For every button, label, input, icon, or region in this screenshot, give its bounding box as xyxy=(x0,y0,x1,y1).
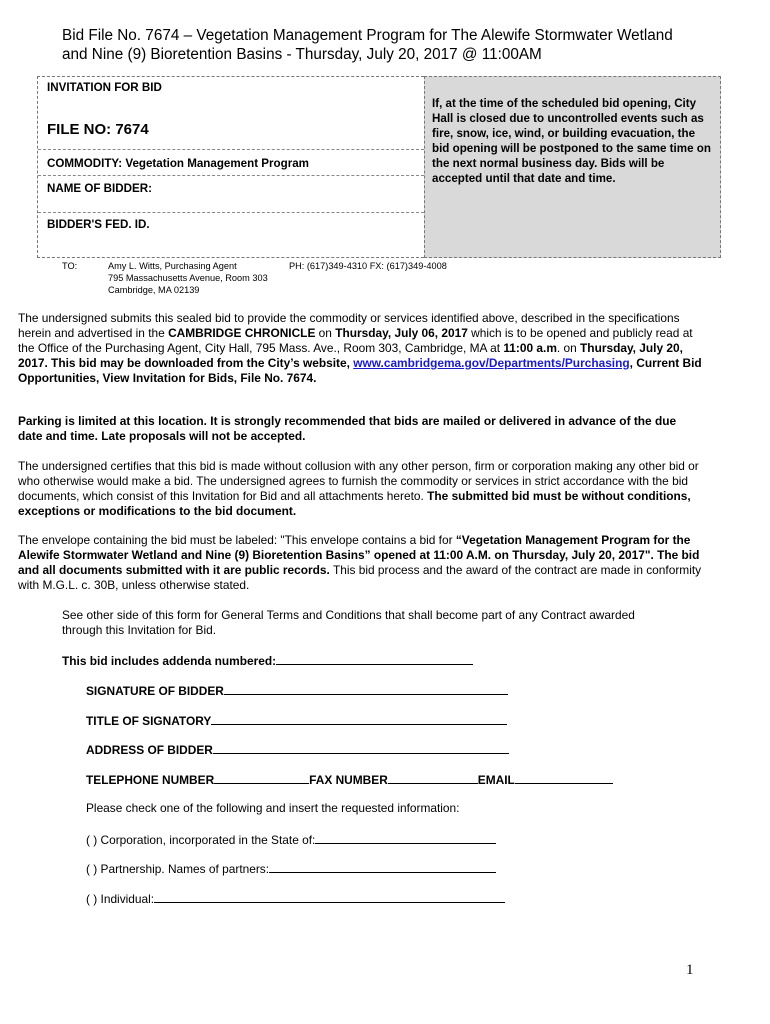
para1-newspaper: CAMBRIDGE CHRONICLE xyxy=(168,326,316,340)
telephone-label: TELEPHONE NUMBER xyxy=(86,773,215,787)
corporation-label[interactable]: ( ) Corporation, incorporated in the State of: xyxy=(86,833,316,847)
paragraph-parking xyxy=(18,414,703,444)
fax-label: FAX NUMBER xyxy=(309,773,388,787)
para3-text: The undersigned certifies that this bid is made without collusion with any other person, firm or corporation making any other bid or who otherwise would make a bid. The undersigned agrees to furnish the commodity or services in strict accordance with the bid documents, which consist of this Invitation for Bid and all attachments hereto. xyxy=(18,459,699,503)
signature-field[interactable] xyxy=(86,683,508,698)
signature-input-line[interactable] xyxy=(224,683,508,695)
phone-fax: PH: (617)349-4310 FX: (617)349-4008 xyxy=(289,261,447,271)
to-label: TO: xyxy=(62,261,78,271)
paragraph-terms xyxy=(62,608,662,638)
address-field[interactable] xyxy=(86,742,509,757)
para1-advert-date: Thursday, July 06, 2017 xyxy=(335,326,468,340)
signature-label: SIGNATURE OF BIDDER xyxy=(86,684,224,698)
partnership-input-line[interactable] xyxy=(269,861,496,873)
paragraph-submission xyxy=(18,311,703,386)
address-street: 795 Massachusetts Avenue, Room 303 xyxy=(108,273,268,283)
addenda-field[interactable] xyxy=(62,653,473,668)
title-line-2: and Nine (9) Bioretention Basins - Thursday, July 20, 2017 @ 11:00AM xyxy=(62,46,542,63)
invitation-box xyxy=(37,76,424,258)
para1-text-3: which is to be opened and publicly read at the Office of the Purchasing Agent, City Hall, 795 Mass. Ave., Room 303, Cambridge, MA at xyxy=(18,326,693,355)
address-block xyxy=(108,260,288,296)
parking-notice: Parking is limited at this location. It is strongly recommended that bids are mailed or delivered in advance of the due date and time. Late proposals will not be accepted. xyxy=(18,414,677,443)
commodity-label: COMMODITY: Vegetation Management Program xyxy=(38,149,424,170)
corporation-input-line[interactable] xyxy=(315,832,496,844)
para1-open-date: Thursday, July 20, 2017. This bid may be downloaded from the City’s website, xyxy=(18,341,683,370)
email-input-line[interactable] xyxy=(515,772,613,784)
para4-text-2: This bid process and the award of the contract are made in conformity with M.G.L. c. 30B, unless otherwise stated. xyxy=(18,563,702,592)
closure-notice: If, at the time of the scheduled bid opening, City Hall is closed due to uncontrolled events such as fire, snow, ice, wind, or building evacuation, the bid opening will be postponed to the same time on the next normal business day. Bids will be accepted until that date and time. xyxy=(432,97,711,186)
notice-box xyxy=(424,76,721,258)
bidder-fed-id-field[interactable]: BIDDER'S FED. ID. xyxy=(38,212,424,231)
para1-time: 11:00 a.m xyxy=(503,341,557,355)
paragraph-envelope xyxy=(18,533,703,593)
title-label: TITLE OF SIGNATORY xyxy=(86,714,212,728)
para1-text-2: on xyxy=(315,326,336,340)
invitation-heading: INVITATION FOR BID xyxy=(47,81,162,94)
purchasing-agent-name: Amy L. Witts, Purchasing Agent xyxy=(108,261,237,271)
check-instructions: Please check one of the following and insert the requested information: xyxy=(86,801,460,815)
address-city: Cambridge, MA 02139 xyxy=(108,285,200,295)
individual-input-line[interactable] xyxy=(154,891,505,903)
address-input-line[interactable] xyxy=(213,742,509,754)
page-title xyxy=(62,26,702,64)
file-number: FILE NO: 7674 xyxy=(47,121,149,138)
title-field[interactable] xyxy=(86,713,507,728)
para1-text-4: . on xyxy=(556,341,581,355)
address-label: ADDRESS OF BIDDER xyxy=(86,743,213,757)
partnership-label[interactable]: ( ) Partnership. Names of partners: xyxy=(86,862,270,876)
addenda-input-line[interactable] xyxy=(276,653,473,665)
telephone-input-line[interactable] xyxy=(214,772,309,784)
name-of-bidder-field[interactable]: NAME OF BIDDER: xyxy=(38,175,424,195)
individual-label[interactable]: ( ) Individual: xyxy=(86,892,155,906)
partnership-option[interactable] xyxy=(86,861,496,876)
individual-option[interactable] xyxy=(86,891,505,906)
email-label: EMAIL xyxy=(477,773,515,787)
fax-input-line[interactable] xyxy=(388,772,478,784)
page-number: 1 xyxy=(686,962,694,978)
addenda-label: This bid includes addenda numbered: xyxy=(62,654,277,668)
corporation-option[interactable] xyxy=(86,832,496,847)
para1-text-1: The undersigned submits this sealed bid to provide the commodity or services identified above, described in the specifications herein and advertised in the xyxy=(18,311,680,340)
paragraph-certification xyxy=(18,459,703,519)
purchasing-website-link[interactable]: www.cambridgema.gov/Departments/Purchasing xyxy=(353,356,630,370)
para4-text-1: The envelope containing the bid must be labeled: "This envelope contains a bid for xyxy=(18,533,456,547)
para4-bold: “Vegetation Management Program for the Alewife Stormwater Wetland and Nine (9) Bioretention Basins” opened at 11:00 A.M. on Thursday, July 20, 2017". The bid and all documents submitted with it are public records. xyxy=(18,533,700,577)
title-line-1: Bid File No. 7674 – Vegetation Management Program for The Alewife Stormwater Wetland xyxy=(62,27,673,44)
para1-text-5: , Current Bid Opportunities, View Invitation for Bids, File No. 7674. xyxy=(18,356,702,385)
para3-bold: The submitted bid must be without conditions, exceptions or modifications to the bid document. xyxy=(18,489,691,518)
title-input-line[interactable] xyxy=(211,713,507,725)
terms-note: See other side of this form for General Terms and Conditions that shall become part of any Contract awarded through this Invitation for Bid. xyxy=(62,608,635,637)
contact-fields xyxy=(86,772,613,787)
